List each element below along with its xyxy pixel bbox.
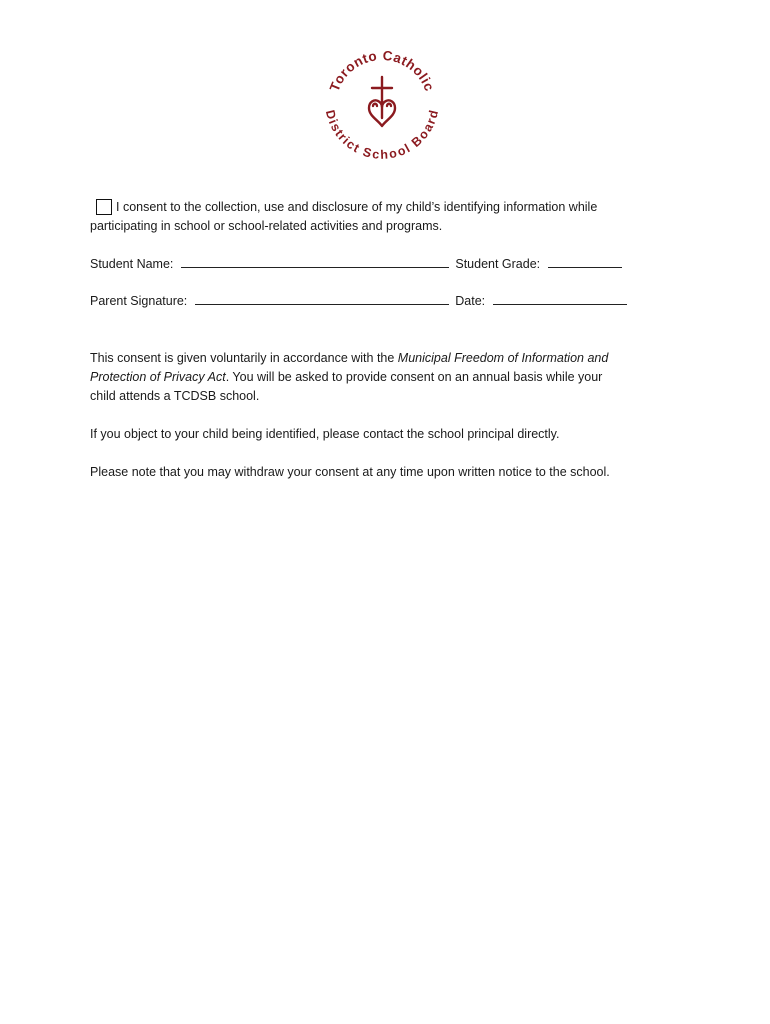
legal-text-end: child attends a TCDSB school.: [90, 389, 260, 403]
tcdsb-logo: [322, 44, 442, 164]
date-field[interactable]: [493, 292, 627, 305]
logo-text-top: Toronto Catholic: [326, 47, 438, 94]
legal-text-mid: . You will be asked to provide consent on an annual basis while your: [225, 370, 603, 384]
parent-signature-label: Parent Signature:: [90, 294, 188, 308]
student-info-row: [90, 255, 625, 274]
tcdsb-logo-graphic: [322, 44, 442, 164]
student-name-label: Student Name:: [90, 257, 174, 271]
parent-signature-field[interactable]: [195, 292, 449, 305]
act-name-part-2: Protection of Privacy Act: [90, 370, 226, 384]
student-name-field[interactable]: [181, 255, 449, 268]
consent-line-2: participating in school or school-related activities and programs.: [90, 219, 443, 233]
legal-text-prefix: This consent is given voluntarily in accordance with the: [90, 351, 398, 365]
withdrawal-paragraph: Please note that you may withdraw your consent at any time upon written notice to the school.: [90, 465, 610, 479]
student-grade-label: Student Grade:: [455, 257, 541, 271]
objection-paragraph: If you object to your child being identified, please contact the school principal directly.: [90, 427, 560, 441]
parent-signature-row: [90, 292, 630, 311]
cross-icon: [372, 77, 392, 118]
student-grade-field[interactable]: [548, 255, 622, 268]
act-name-part-1: Municipal Freedom of Information and: [397, 351, 609, 365]
consent-statement: [90, 198, 690, 236]
logo-text-bottom: District School Board: [322, 108, 442, 162]
date-label: Date:: [455, 294, 486, 308]
consent-line-1: I consent to the collection, use and disclosure of my child’s identifying information while: [116, 200, 598, 214]
consent-legal-paragraph: [90, 349, 690, 406]
